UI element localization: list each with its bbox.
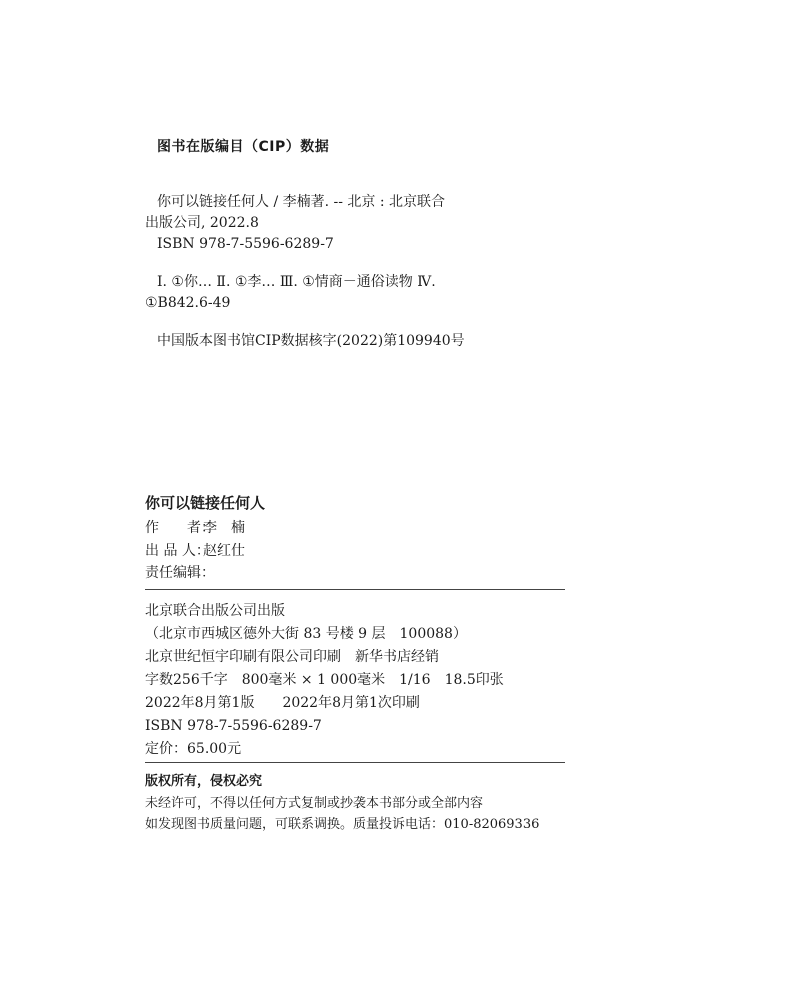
cip-record-line-2: 出版公司, 2022.8: [145, 215, 259, 231]
author-label: 作 者：: [145, 520, 215, 536]
producer-value: 赵红仕: [203, 543, 245, 559]
divider-top: [145, 589, 565, 590]
publisher-address: （北京市西城区德外大街 83 号楼 9 层 100088）: [145, 626, 467, 642]
rights-line-2: 如发现图书质量问题，可联系调换。质量投诉电话：010-82069336: [145, 817, 540, 832]
rights-line-1: 未经许可，不得以任何方式复制或抄袭本书部分或全部内容: [145, 796, 484, 811]
book-title: 你可以链接任何人: [145, 494, 266, 512]
producer-row: [145, 540, 245, 560]
cip-record-line-1: 你可以链接任何人 / 李楠著. -- 北京 : 北京联合: [157, 194, 446, 210]
author-row: [145, 517, 245, 537]
editor-label: 责任编辑：: [145, 565, 215, 581]
edition-info: 2022年8月第1版 2022年8月第1次印刷: [145, 695, 420, 711]
printer: 北京世纪恒宇印刷有限公司印刷 新华书店经销: [145, 649, 439, 665]
producer-label: 出 品 人：: [145, 543, 210, 559]
cip-heading: 图书在版编目（CIP）数据: [157, 139, 330, 155]
cip-number: 中国版本图书馆CIP数据核字(2022)第109940号: [157, 333, 465, 349]
cip-subject-line-2: ①B842.6-49: [145, 295, 231, 311]
price: 定价：65.00元: [145, 741, 242, 757]
editor-row: [145, 562, 215, 582]
cip-isbn: ISBN 978-7-5596-6289-7: [157, 236, 334, 252]
cip-subject-line-1: Ⅰ. ①你… Ⅱ. ①李… Ⅲ. ①情商－通俗读物 Ⅳ.: [157, 274, 436, 290]
divider-bottom: [145, 762, 565, 763]
colophon-isbn: ISBN 978-7-5596-6289-7: [145, 718, 322, 734]
author-value: 李 楠: [203, 520, 245, 536]
book-specs: 字数256千字 800毫米 × 1 000毫米 1/16 18.5印张: [145, 672, 504, 688]
rights-heading: 版权所有，侵权必究: [145, 774, 263, 789]
publisher: 北京联合出版公司出版: [145, 603, 285, 619]
